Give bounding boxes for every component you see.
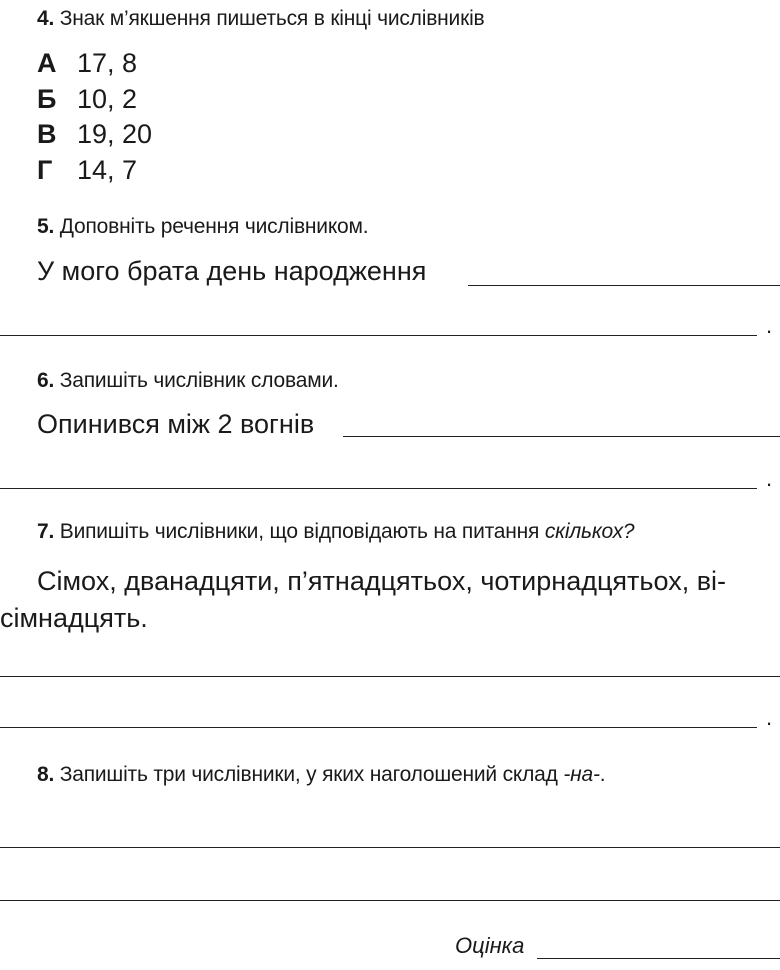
task-4-option-d[interactable] [37, 155, 137, 186]
grade-line[interactable] [537, 958, 780, 959]
option-value: 19, 20 [77, 119, 153, 149]
task-8-text-end: . [599, 763, 606, 786]
task-8-heading [37, 763, 605, 787]
task-7-line-1: Сімох, дванадцяти, п’ятнадцятьох, чотирнадцятьох, ві- [37, 566, 727, 596]
task-4-heading [37, 7, 485, 31]
task-7-answer-line-1[interactable] [0, 676, 780, 677]
option-value: 10, 2 [77, 84, 138, 114]
option-letter: Б [37, 84, 57, 114]
task-8-syllable: -на- [563, 763, 600, 786]
task-5-number: 5. [37, 215, 55, 238]
option-value: 14, 7 [77, 155, 138, 185]
option-letter: В [37, 119, 57, 149]
task-7-text: Випишіть числівники, що відповідають на питання [59, 520, 545, 543]
grade-label: Оцінка [455, 933, 525, 958]
task-8-number: 8. [37, 763, 55, 786]
task-4-option-c[interactable] [37, 119, 152, 150]
task-4-number: 4. [37, 7, 55, 30]
task-6-answer-line-2[interactable] [0, 488, 757, 489]
task-7-line-2: сімнадцять. [0, 603, 148, 633]
task-7-answer-line-2[interactable] [0, 727, 757, 728]
task-7-question: скількох? [544, 520, 635, 543]
task-6-end-mark: . [766, 466, 773, 491]
task-4-text: Знак м’якшення пишеться в кінці числівників [59, 7, 485, 30]
option-letter: А [37, 48, 57, 78]
task-7-number: 7. [37, 520, 55, 543]
option-letter: Г [37, 155, 53, 185]
task-8-text: Запишіть три числівники, у яких наголошений склад [59, 763, 564, 786]
task-6-number: 6. [37, 369, 55, 392]
task-5-heading [37, 215, 368, 239]
task-5-text: Доповніть речення числівником. [59, 215, 369, 238]
task-6-text: Запишіть числівник словами. [59, 369, 339, 392]
option-value: 17, 8 [77, 48, 138, 78]
task-8-answer-line-1[interactable] [0, 847, 780, 848]
task-5-sentence: У мого брата день народження [37, 256, 427, 286]
task-7-heading [37, 520, 634, 544]
task-5-answer-line-2[interactable] [0, 335, 757, 336]
task-5-answer-line-1[interactable] [468, 285, 780, 286]
task-8-answer-line-2[interactable] [0, 900, 780, 901]
task-4-option-b[interactable] [37, 84, 137, 115]
task-5-end-mark: . [766, 313, 773, 338]
task-6-sentence: Опинився між 2 вогнів [37, 409, 315, 439]
task-6-heading [37, 369, 339, 393]
task-4-option-a[interactable] [37, 48, 137, 79]
task-7-end-mark: . [766, 705, 773, 730]
task-6-answer-line-1[interactable] [343, 436, 780, 437]
